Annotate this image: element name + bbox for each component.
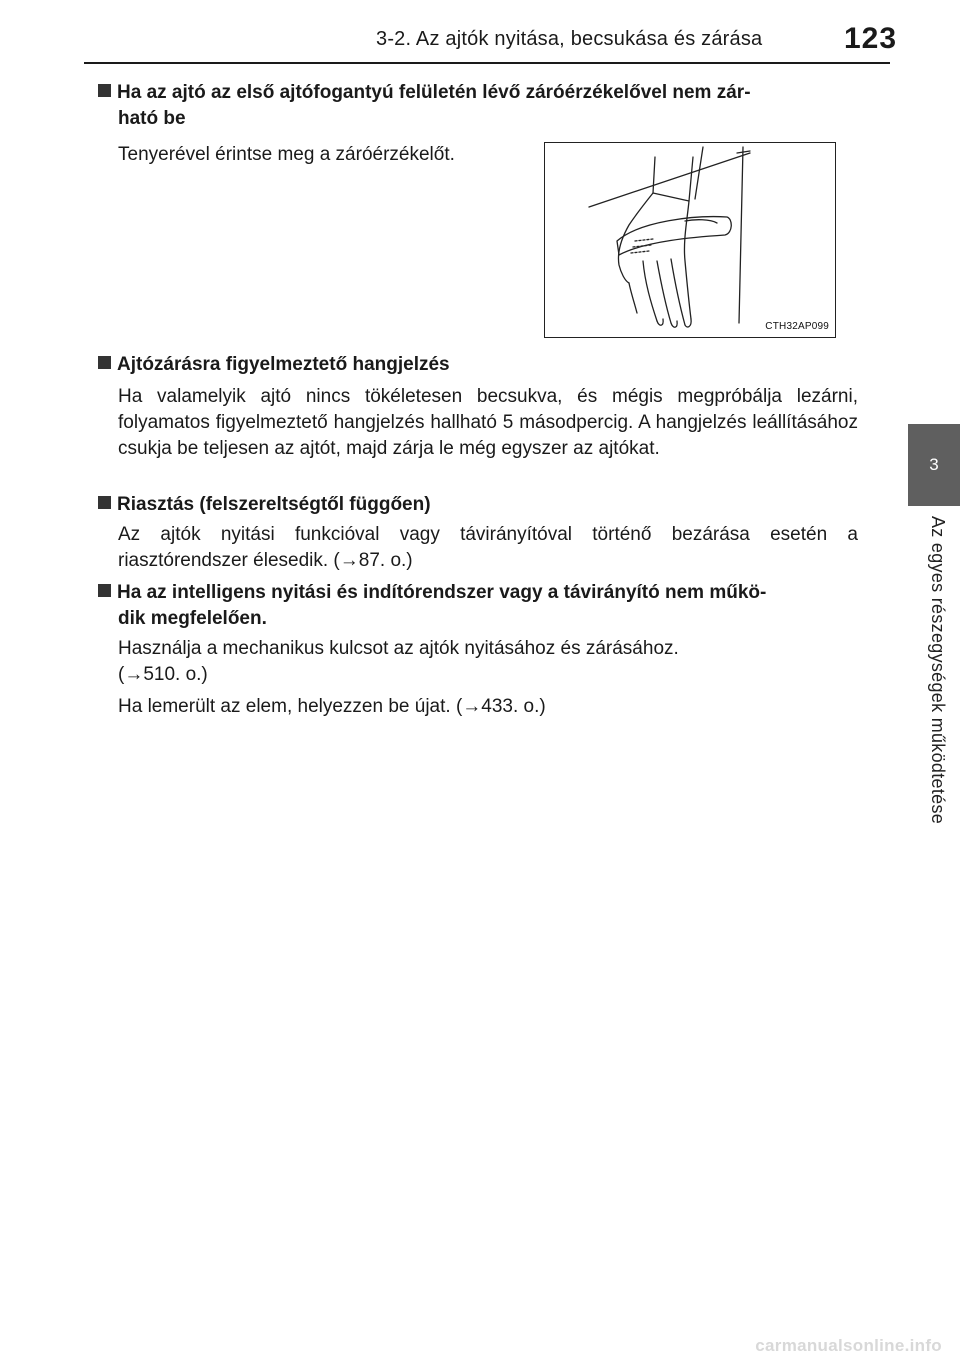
heading-text: Ha az ajtó az első ajtófogantyú felületén lévő záróérzékelővel nem zár- xyxy=(117,82,751,103)
square-bullet-icon xyxy=(98,356,111,369)
chapter-number: 3 xyxy=(929,455,939,474)
heading-text: Riasztás (felszereltségtől függően) xyxy=(117,494,431,515)
page-number: 123 xyxy=(844,22,898,55)
chapter-tab xyxy=(908,424,960,506)
running-header: 3-2. Az ajtók nyitása, becsukása és zárása xyxy=(376,28,763,50)
section-body-page-ref: (→510. o.) xyxy=(118,664,208,685)
heading-text-continued: dik megfelelően. xyxy=(118,608,267,629)
chapter-title: Az egyes részegységek működtetése xyxy=(928,516,948,825)
section-heading-alarm xyxy=(98,492,858,518)
section-body-battery: Ha lemerült az elem, helyezzen be újat. (→433. o.) xyxy=(118,696,546,717)
heading-text-continued: ható be xyxy=(118,108,186,129)
square-bullet-icon xyxy=(98,496,111,509)
hand-touching-door-handle-icon xyxy=(545,143,837,339)
heading-text: Ha az intelligens nyitási és indítórendszer vagy a távirányító nem műkö- xyxy=(117,582,767,603)
heading-text: Ajtózárásra figyelmeztető hangjelzés xyxy=(117,354,450,375)
header-divider xyxy=(84,62,890,64)
square-bullet-icon xyxy=(98,84,111,97)
section-body-mechanical-key: Használja a mechanikus kulcsot az ajtók nyitásához és zárásához. xyxy=(118,638,679,659)
section-heading-smart-key-malfunction xyxy=(98,580,858,632)
watermark: carmanualsonline.info xyxy=(755,1336,942,1355)
illustration-hand-on-door-handle xyxy=(544,142,836,338)
section-heading-lock-sensor xyxy=(98,80,858,132)
figure-code: CTH32AP099 xyxy=(765,321,829,332)
section-heading-warning-buzzer xyxy=(98,352,858,378)
section-body-warning-buzzer: Ha valamelyik ajtó nincs tökéletesen becsukva, és mégis megpróbálja lezárni, folyamatos figyelmeztető hangjelzés hallható 5 másodpercig. A hangjelzés leállításához csukja be teljesen az ajtót, majd zárja le még egyszer az ajtókat. xyxy=(118,386,858,459)
square-bullet-icon xyxy=(98,584,111,597)
section-body-lock-sensor: Tenyerével érintse meg a záróérzékelőt. xyxy=(118,144,455,165)
section-body-alarm: Az ajtók nyitási funkcióval vagy távirányítóval történő bezárása esetén a riasztórendszer élesedik. (→87. o.) xyxy=(118,524,858,571)
